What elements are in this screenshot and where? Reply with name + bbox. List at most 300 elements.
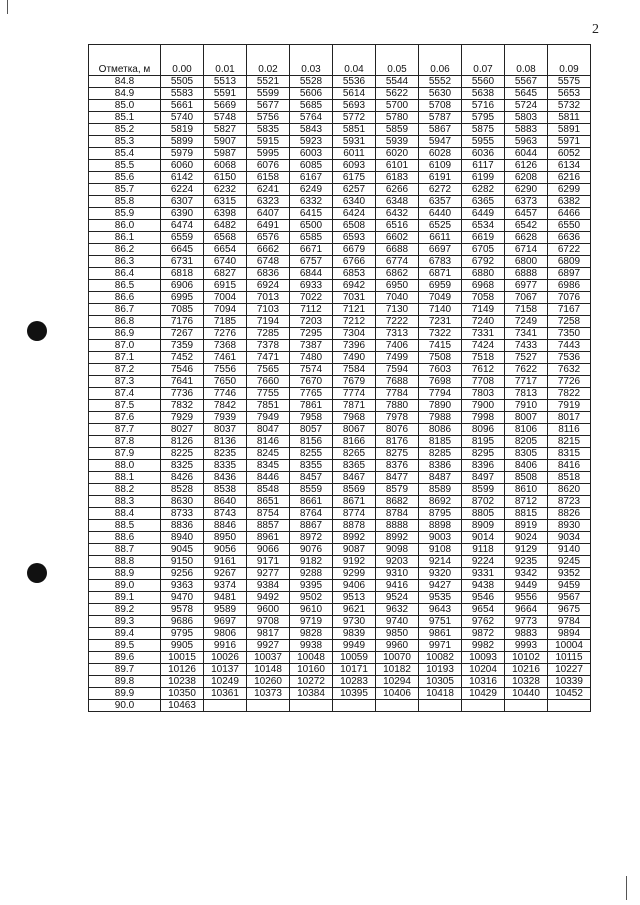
table-row [89,136,591,148]
row-elevation-mark: 86.5 [89,280,161,292]
table-cell: 6774 [376,256,419,268]
table-cell: 9600 [247,604,290,616]
table-cell: 10452 [548,688,591,700]
table-cell: 9427 [419,580,462,592]
table-cell: 6183 [376,172,419,184]
table-cell: 8086 [419,424,462,436]
table-cell: 10227 [548,664,591,676]
table-row [89,340,591,352]
table-row [89,424,591,436]
table-cell: 8315 [548,448,591,460]
table-cell: 7546 [161,364,204,376]
table-cell: 6500 [290,220,333,232]
table-cell: 7632 [548,364,591,376]
row-elevation-mark: 86.3 [89,256,161,268]
table-cell: 6466 [548,208,591,220]
table-cell: 5536 [333,76,376,88]
table-cell: 8166 [333,436,376,448]
table-cell [419,700,462,712]
table-cell: 5971 [548,136,591,148]
table-cell: 7556 [204,364,247,376]
table-row [89,88,591,100]
table-cell: 9459 [548,580,591,592]
table-cell: 9416 [376,580,419,592]
table-cell: 7765 [290,388,333,400]
table-row [89,292,591,304]
row-elevation-mark: 89.6 [89,652,161,664]
table-cell: 5859 [376,124,419,136]
table-cell: 6924 [247,280,290,292]
column-header: 0.00 [161,45,204,76]
table-row [89,148,591,160]
table-cell: 8909 [462,520,505,532]
table-cell: 7688 [376,376,419,388]
table-cell: 9406 [333,580,376,592]
table-row [89,568,591,580]
table-row [89,376,591,388]
table-row [89,508,591,520]
table-cell: 6491 [247,220,290,232]
table-cell: 9927 [247,640,290,652]
row-elevation-mark: 85.9 [89,208,161,220]
table-cell: 9589 [204,604,247,616]
table-cell: 6576 [247,232,290,244]
column-header: 0.01 [204,45,247,76]
table-cell: 5591 [204,88,247,100]
table-cell: 6382 [548,196,591,208]
table-cell: 9256 [161,568,204,580]
column-header: 0.07 [462,45,505,76]
table-cell: 8919 [505,520,548,532]
table-cell: 8826 [548,508,591,520]
table-cell: 7415 [419,340,462,352]
table-cell: 9894 [548,628,591,640]
table-cell: 7240 [462,316,505,328]
table-cell: 7679 [333,376,376,388]
table-cell: 5708 [419,100,462,112]
table-cell: 6977 [505,280,548,292]
binder-hole-lower [27,563,47,583]
table-cell: 9108 [419,544,462,556]
table-cell: 7452 [161,352,204,364]
row-elevation-mark: 87.1 [89,352,161,364]
table-cell: 8548 [247,484,290,496]
table-cell: 6036 [462,148,505,160]
table-cell: 9828 [290,628,333,640]
table-cell: 9438 [462,580,505,592]
table-row [89,220,591,232]
table-cell: 8992 [376,532,419,544]
table-cell: 10171 [333,664,376,676]
table-cell: 6550 [548,220,591,232]
table-cell: 10082 [419,652,462,664]
table-row [89,604,591,616]
table-cell: 6257 [333,184,376,196]
row-elevation-mark: 86.0 [89,220,161,232]
table-cell: 6645 [161,244,204,256]
table-cell: 8457 [290,472,333,484]
table-row [89,244,591,256]
table-cell: 7708 [462,376,505,388]
row-elevation-mark: 88.9 [89,568,161,580]
table-cell: 9719 [290,616,333,628]
row-elevation-mark: 89.1 [89,592,161,604]
table-cell: 8355 [290,460,333,472]
table-cell: 5867 [419,124,462,136]
table-cell: 7565 [247,364,290,376]
table-cell: 7322 [419,328,462,340]
table-row [89,172,591,184]
table-cell: 6688 [376,244,419,256]
table-cell: 9697 [204,616,247,628]
table-cell: 9883 [505,628,548,640]
table-cell: 8950 [204,532,247,544]
table-cell: 6290 [505,184,548,196]
table-cell: 5851 [333,124,376,136]
table-cell: 7822 [548,388,591,400]
table-cell: 9342 [505,568,548,580]
table-cell: 6508 [333,220,376,232]
table-cell: 8047 [247,424,290,436]
column-header: 0.08 [505,45,548,76]
row-elevation-mark: 88.2 [89,484,161,496]
table-cell: 9161 [204,556,247,568]
table-row [89,664,591,676]
table-cell: 6766 [333,256,376,268]
table-cell: 6593 [333,232,376,244]
table-cell: 5931 [333,136,376,148]
table-cell: 8589 [419,484,462,496]
table-cell: 5622 [376,88,419,100]
table-cell: 6060 [161,160,204,172]
table-cell: 5780 [376,112,419,124]
table-cell: 9192 [333,556,376,568]
table-cell: 6249 [290,184,333,196]
row-elevation-mark: 88.0 [89,460,161,472]
table-cell: 9481 [204,592,247,604]
table-row [89,580,591,592]
table-cell: 9203 [376,556,419,568]
table-cell: 9395 [290,580,333,592]
table-cell: 5843 [290,124,333,136]
table-cell: 9320 [419,568,462,580]
table-cell: 8610 [505,484,548,496]
table-cell: 6585 [290,232,333,244]
row-elevation-mark: 88.5 [89,520,161,532]
table-cell: 7910 [505,400,548,412]
table-cell: 10204 [462,664,505,676]
table-cell: 6028 [419,148,462,160]
table-cell: 8255 [290,448,333,460]
table-cell [333,700,376,712]
row-elevation-mark: 89.3 [89,616,161,628]
table-row [89,208,591,220]
table-cell: 5764 [290,112,333,124]
table-cell: 6809 [548,256,591,268]
table-cell: 8295 [462,448,505,460]
table-cell: 6390 [161,208,204,220]
table-cell: 8096 [462,424,505,436]
table-cell: 8037 [204,424,247,436]
table-cell: 9751 [419,616,462,628]
row-elevation-mark: 85.2 [89,124,161,136]
table-cell: 7387 [290,340,333,352]
table-cell: 8723 [548,496,591,508]
table-cell: 10361 [204,688,247,700]
table-cell: 6373 [505,196,548,208]
table-cell: 8067 [333,424,376,436]
row-elevation-mark: 88.8 [89,556,161,568]
table-cell: 9861 [419,628,462,640]
table-cell: 6559 [161,232,204,244]
table-cell [548,700,591,712]
table-cell: 9310 [376,568,419,580]
table-cell: 6272 [419,184,462,196]
table-cell: 8017 [548,412,591,424]
table-cell: 9686 [161,616,204,628]
table-cell: 5513 [204,76,247,88]
table-cell [462,700,505,712]
table-cell: 7076 [548,292,591,304]
table-cell: 7285 [247,328,290,340]
table-cell: 6800 [505,256,548,268]
table-cell: 6933 [290,280,333,292]
table-cell: 8528 [161,484,204,496]
table-cell: 6915 [204,280,247,292]
table-row [89,652,591,664]
table-row [89,232,591,244]
table-cell: 5669 [204,100,247,112]
table-cell: 6986 [548,280,591,292]
table-cell: 7149 [462,304,505,316]
row-elevation-mark: 89.5 [89,640,161,652]
table-cell: 7490 [333,352,376,364]
row-elevation-mark: 84.9 [89,88,161,100]
table-cell: 6542 [505,220,548,232]
table-cell: 9784 [548,616,591,628]
table-cell: 7185 [204,316,247,328]
table-cell: 8682 [376,496,419,508]
table-cell: 7406 [376,340,419,352]
table-cell: 8446 [247,472,290,484]
table-cell: 10249 [204,676,247,688]
binder-hole-upper [27,321,47,341]
table-cell: 8027 [161,424,204,436]
table-cell: 10260 [247,676,290,688]
table-cell: 6241 [247,184,290,196]
table-row [89,460,591,472]
table-cell: 6714 [505,244,548,256]
row-elevation-mark: 86.8 [89,316,161,328]
table-row [89,112,591,124]
table-cell: 9363 [161,580,204,592]
table-cell: 8702 [462,496,505,508]
table-cell: 8007 [505,412,548,424]
table-cell: 8325 [161,460,204,472]
table-cell: 6619 [462,232,505,244]
table-cell: 7130 [376,304,419,316]
row-elevation-mark: 88.7 [89,544,161,556]
table-cell: 9118 [462,544,505,556]
table-cell: 5614 [333,88,376,100]
table-cell: 7794 [419,388,462,400]
table-cell: 8992 [333,532,376,544]
table-cell: 7424 [462,340,505,352]
table-cell: 5544 [376,76,419,88]
table-cell: 9502 [290,592,333,604]
table-cell: 6880 [462,268,505,280]
table-cell: 9076 [290,544,333,556]
table-cell: 5875 [462,124,505,136]
table-cell: 7258 [548,316,591,328]
table-cell: 9171 [247,556,290,568]
table-cell: 7231 [419,316,462,328]
table-cell: 7803 [462,388,505,400]
table-cell: 9034 [548,532,591,544]
table-cell: 9299 [333,568,376,580]
table-cell: 5979 [161,148,204,160]
table-row [89,280,591,292]
table-cell: 10328 [505,676,548,688]
header-elevation-mark: Отметка, м [89,45,161,76]
row-elevation-mark: 86.1 [89,232,161,244]
table-cell: 8569 [333,484,376,496]
scan-edge-mark-bottom [626,876,627,900]
table-cell: 8345 [247,460,290,472]
table-row [89,472,591,484]
table-cell: 9916 [204,640,247,652]
table-cell: 7040 [376,292,419,304]
row-elevation-mark: 87.8 [89,436,161,448]
table-cell: 9971 [419,640,462,652]
table-cell: 7022 [290,292,333,304]
table-cell: 5955 [462,136,505,148]
table-cell: 8661 [290,496,333,508]
row-elevation-mark: 87.3 [89,376,161,388]
table-cell: 8743 [204,508,247,520]
table-cell: 8245 [247,448,290,460]
table-cell: 7499 [376,352,419,364]
table-cell: 8940 [161,532,204,544]
table-cell: 5947 [419,136,462,148]
table-cell: 6266 [376,184,419,196]
table-cell: 8477 [376,472,419,484]
row-elevation-mark: 88.6 [89,532,161,544]
table-cell: 8285 [419,448,462,460]
table-cell: 8116 [548,424,591,436]
table-cell: 7013 [247,292,290,304]
table-cell: 7746 [204,388,247,400]
table-cell: 8538 [204,484,247,496]
table-cell: 5963 [505,136,548,148]
table-cell: 7890 [419,400,462,412]
table-row [89,676,591,688]
table-cell: 9610 [290,604,333,616]
table-cell: 8126 [161,436,204,448]
table-cell: 9938 [290,640,333,652]
table-cell: 10037 [247,652,290,664]
table-cell: 7304 [333,328,376,340]
table-cell: 5575 [548,76,591,88]
table-cell: 8712 [505,496,548,508]
table-cell: 10305 [419,676,462,688]
column-header: 0.03 [290,45,333,76]
table-cell: 8559 [290,484,333,496]
table-cell: 7670 [290,376,333,388]
table-cell: 6959 [419,280,462,292]
table-cell: 6134 [548,160,591,172]
table-row [89,76,591,88]
table-cell: 8692 [419,496,462,508]
table-cell: 6307 [161,196,204,208]
table-cell: 6844 [290,268,333,280]
row-elevation-mark: 85.4 [89,148,161,160]
table-cell: 5732 [548,100,591,112]
table-cell: 8754 [247,508,290,520]
table-cell: 8733 [161,508,204,520]
row-elevation-mark: 89.0 [89,580,161,592]
table-cell: 5599 [247,88,290,100]
table-cell: 7736 [161,388,204,400]
table-cell: 9352 [548,568,591,580]
table-cell: 6888 [505,268,548,280]
table-cell: 7396 [333,340,376,352]
table-cell: 7574 [290,364,333,376]
table-row [89,616,591,628]
table-cell: 8518 [548,472,591,484]
table-row [89,520,591,532]
table-cell: 10294 [376,676,419,688]
table-cell: 9277 [247,568,290,580]
table-cell: 7167 [548,304,591,316]
table-cell: 10216 [505,664,548,676]
table-cell: 9960 [376,640,419,652]
table-cell: 8365 [333,460,376,472]
table-cell: 6101 [376,160,419,172]
table-cell: 9182 [290,556,333,568]
table-cell: 7103 [247,304,290,316]
table-cell: 5987 [204,148,247,160]
table-cell: 9014 [462,532,505,544]
table-cell: 7978 [376,412,419,424]
table-cell: 8467 [333,472,376,484]
row-elevation-mark: 84.8 [89,76,161,88]
table-cell: 8376 [376,460,419,472]
table-cell: 7594 [376,364,419,376]
table-cell: 6208 [505,172,548,184]
table-cell: 10004 [548,640,591,652]
table-cell: 7842 [204,400,247,412]
table-cell: 6315 [204,196,247,208]
table-row [89,160,591,172]
table-cell: 8195 [462,436,505,448]
table-cell: 7988 [419,412,462,424]
table-cell: 8836 [161,520,204,532]
table-cell: 10384 [290,688,333,700]
table-cell: 6836 [247,268,290,280]
table-cell: 7443 [548,340,591,352]
table-cell [290,700,333,712]
table-cell: 7518 [462,352,505,364]
table-cell: 8265 [333,448,376,460]
table-cell: 7341 [505,328,548,340]
row-elevation-mark: 86.7 [89,304,161,316]
table-cell: 7378 [247,340,290,352]
elevation-volume-table [88,44,591,712]
table-cell: 7331 [462,328,505,340]
table-cell: 5700 [376,100,419,112]
table-cell: 5638 [462,88,505,100]
